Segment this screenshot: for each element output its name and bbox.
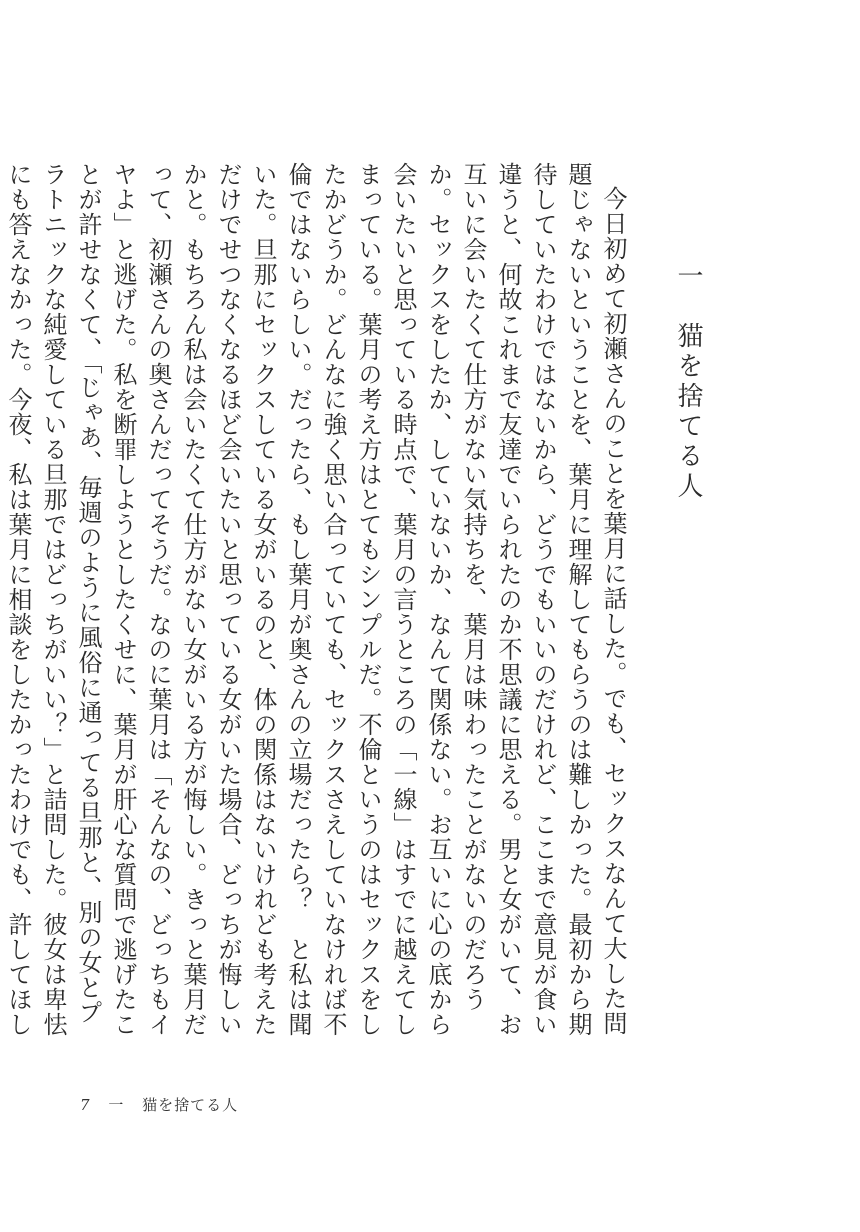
- body-text: [4, 162, 630, 1042]
- page-footer: [80, 1094, 250, 1115]
- chapter-title: 猫を捨てる人: [673, 322, 703, 502]
- page-number: 7: [80, 1096, 91, 1114]
- footer-chapter-title: 猫を捨てる人: [142, 1096, 239, 1114]
- footer-chapter-number: 一: [108, 1096, 125, 1114]
- chapter-number: 一: [673, 262, 703, 292]
- chapter-heading: [662, 262, 714, 502]
- body-paragraph: 今日初めて初瀬さんのことを葉月に話した。でも、セックスなんて大した問題じゃないということを、葉月に理解してもらうのは難しかった。最初から期待していたわけではないから、どうでもいいのだけれど、ここまで意見が食い違うと、何故これまで友達でいられたのか不思議に思える。男と女がいて、お互いに会いたくて仕方がない気持ちを、葉月は味わったことがないのだろうか。セックスをしたか、していないか、なんて関係ない。お互いに心の底から会いたいと思っている時点で、葉月の言うところの「一線」はすでに越えてしまっている。葉月の考え方はとてもシンプルだ。不倫というのはセックスをしたかどうか。どんなに強く思い合っていても、セックスさえしていなければ不倫ではないらしい。だったら、もし葉月が奥さんの立場だったら？ と私は聞いた。旦那にセックスしている女がいるのと、体の関係はないけれども考えただけでせつなくなるほど会いたいと思っている女がいた場合、どっちが悔しいかと。もちろん私は会いたくて仕方がない女がいる方が悔しい。きっと葉月だって、初瀬さんの奥さんだってそうだ。なのに葉月は「そんなの、どっちもイヤよ」と逃げた。私を断罪しようとしたくせに、葉月が肝心な質問で逃げたことが許せなくて、「じゃあ、毎週のように風俗に通ってる旦那と、別の女とプラトニックな純愛している旦那ではどっちがいい？」と詰問した。彼女は卑怯にも答えなかった。今夜、私は葉月に相談をしたかったわけでも、許してほし: [4, 162, 627, 1037]
